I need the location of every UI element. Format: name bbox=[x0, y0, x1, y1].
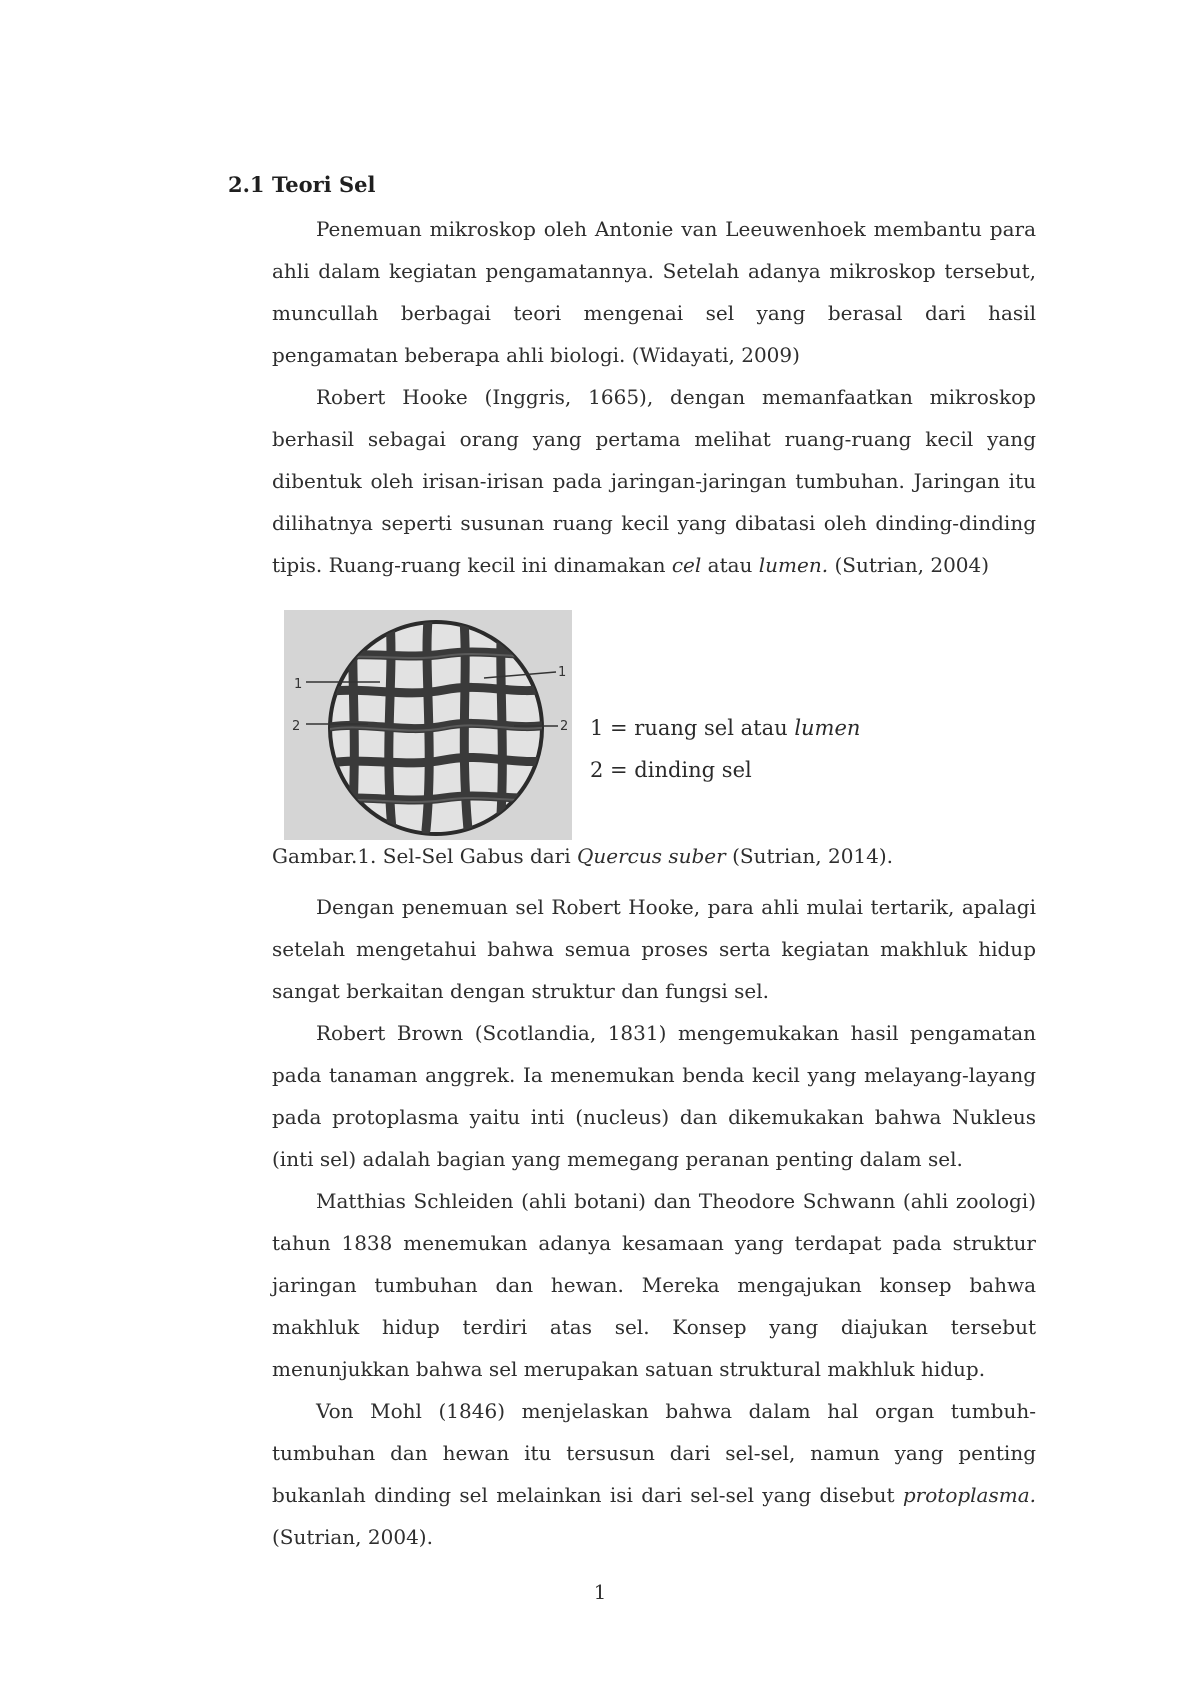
paragraph-4-text: Robert Brown (Scotlandia, 1831) mengemukakan hasil pengamatan pada tanaman anggrek. Ia menemukan benda kecil yang melayang-layang pada protoplasma yaitu inti (nucleus) dan dikemukakan bahwa Nukleus (inti sel) adalah bagian yang memegang peranan penting dalam sel. bbox=[272, 1021, 1036, 1171]
legend-term-lumen: lumen bbox=[794, 716, 861, 740]
section-title: Teori Sel bbox=[272, 172, 376, 197]
paragraph-5 bbox=[272, 1180, 1036, 1390]
term-lumen: lumen. bbox=[758, 553, 829, 577]
figure-caption bbox=[272, 844, 893, 868]
paragraph-3-text: Dengan penemuan sel Robert Hooke, para ahli mulai tertarik, apalagi setelah mengetahui bahwa semua proses serta kegiatan makhluk hidup sangat berkaitan dengan struktur dan fungsi sel. bbox=[272, 895, 1036, 1003]
term-protoplasma: protoplasma. bbox=[902, 1483, 1036, 1507]
paragraph-2 bbox=[272, 376, 1036, 586]
caption-species: Quercus suber bbox=[576, 844, 726, 868]
paragraph-2-text-c: (Sutrian, 2004) bbox=[828, 553, 990, 577]
label-left-1: 1 bbox=[294, 677, 303, 692]
label-left-2: 2 bbox=[292, 719, 301, 734]
paragraph-6-text-a: Von Mohl (1846) menjelaskan bahwa dalam hal organ tumbuh-tumbuhan dan hewan itu tersusun dari sel-sel, namun yang penting bukanlah dinding sel melainkan isi dari sel-sel yang disebut bbox=[272, 1399, 1036, 1507]
paragraph-1 bbox=[272, 208, 1036, 376]
cork-cell-illustration bbox=[284, 610, 572, 840]
caption-text-a: Gambar.1. Sel-Sel Gabus dari bbox=[272, 844, 577, 868]
legend-item-1-text: 1 = ruang sel atau bbox=[590, 716, 795, 740]
label-right-2: 2 bbox=[560, 719, 569, 734]
cork-cell-figure bbox=[284, 610, 572, 840]
paragraph-1-text: Penemuan mikroskop oleh Antonie van Leeuwenhoek membantu para ahli dalam kegiatan pengamatannya. Setelah adanya mikroskop tersebut, muncullah berbagai teori mengenai sel yang berasal dari hasil pengamatan beberapa ahli biologi. (Widayati, 2009) bbox=[272, 217, 1036, 367]
section-number: 2.1 bbox=[228, 172, 265, 197]
paragraph-6-text-b: (Sutrian, 2004). bbox=[272, 1525, 433, 1549]
paragraph-2-text-a: Robert Hooke (Inggris, 1665), dengan memanfaatkan mikroskop berhasil sebagai orang yang pertama melihat ruang-ruang kecil yang dibentuk oleh irisan-irisan pada jaringan-jaringan tumbuhan. Jaringan itu dilihatnya seperti susunan ruang kecil yang dibatasi oleh dinding-dinding tipis. Ruang-ruang kecil ini dinamakan bbox=[272, 385, 1036, 577]
section-heading bbox=[228, 172, 375, 197]
paragraph-6 bbox=[272, 1390, 1036, 1558]
paragraph-4 bbox=[272, 1012, 1036, 1180]
paragraph-2-text-b: atau bbox=[701, 553, 759, 577]
legend-item-2: 2 = dinding sel bbox=[590, 758, 752, 782]
label-right-1: 1 bbox=[558, 665, 567, 680]
paragraph-3 bbox=[272, 886, 1036, 1012]
paragraph-5-text: Matthias Schleiden (ahli botani) dan Theodore Schwann (ahli zoologi) tahun 1838 menemukan adanya kesamaan yang terdapat pada struktur jaringan tumbuhan dan hewan. Mereka mengajukan konsep bahwa makhluk hidup terdiri atas sel. Konsep yang diajukan tersebut menunjukkan bahwa sel merupakan satuan struktural makhluk hidup. bbox=[272, 1189, 1036, 1381]
term-cel: cel bbox=[671, 553, 702, 577]
caption-text-b: (Sutrian, 2014). bbox=[725, 844, 894, 868]
legend-item-1 bbox=[590, 716, 860, 740]
page-number: 1 bbox=[593, 1580, 607, 1604]
